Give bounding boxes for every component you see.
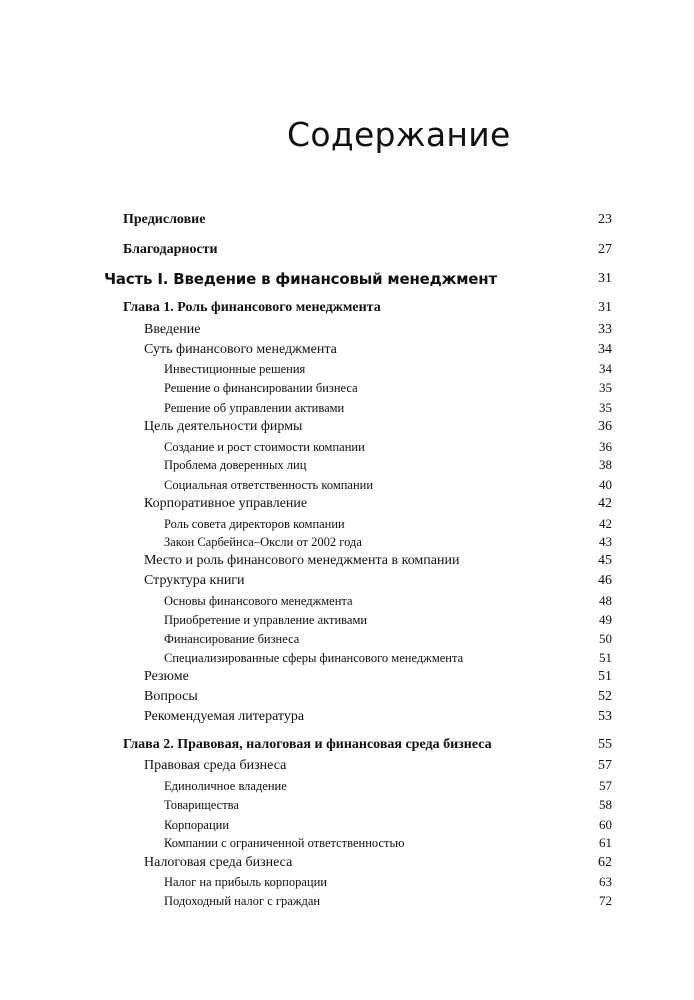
- toc-page-number: 45: [598, 553, 612, 568]
- toc-entry-sub: [164, 872, 612, 892]
- toc-page-number: 61: [599, 835, 612, 850]
- toc-entry-sub: [164, 455, 612, 475]
- toc-entry-sub: [164, 378, 612, 398]
- toc-entry-chapter: [123, 735, 612, 755]
- toc-entry-title: Рекомендуемая литература: [144, 709, 305, 724]
- toc-entry-title: Корпоративное управление: [144, 496, 308, 511]
- toc-entry-title: Финансирование бизнеса: [164, 632, 300, 646]
- toc-entry-part: [104, 269, 612, 289]
- toc-entry-sub: [164, 648, 612, 668]
- toc-entry-title: Налоговая среда бизнеса: [144, 855, 293, 870]
- toc-page-number: 49: [599, 612, 612, 627]
- toc-entry-title: Предисловие: [123, 212, 206, 227]
- toc-entry-sub: [164, 398, 612, 418]
- toc-entry-section: [144, 551, 612, 571]
- toc-entry-section: [144, 667, 612, 687]
- toc-page-number: 42: [599, 516, 612, 531]
- toc-entry-title: Специализированные сферы финансового менеджмента: [164, 651, 464, 665]
- toc-entry-sub: [164, 776, 612, 796]
- toc-entry-title: Корпорации: [164, 818, 230, 832]
- toc-entry-section: [144, 340, 612, 360]
- toc-page-number: 31: [598, 271, 612, 286]
- toc-page-number: 63: [599, 874, 612, 889]
- toc-page-number: 27: [598, 242, 612, 257]
- toc-entry-sub: [164, 815, 612, 835]
- toc-entry-title: Глава 2. Правовая, налоговая и финансовая среда бизнеса: [123, 737, 492, 752]
- toc-page-number: 35: [599, 380, 612, 395]
- toc-entry-front: [123, 240, 612, 260]
- toc-page-number: 57: [599, 778, 612, 793]
- toc-entry-sub: [164, 629, 612, 649]
- toc-entry-section: [144, 687, 612, 707]
- toc-entry-sub: [164, 514, 612, 534]
- toc-page-number: 38: [599, 457, 612, 472]
- toc-page-number: 55: [598, 737, 612, 752]
- toc-page-number: 72: [599, 893, 612, 908]
- toc-page-number: 58: [599, 797, 612, 812]
- toc-entry-front: [123, 210, 612, 230]
- toc-entry-title: Роль совета директоров компании: [164, 517, 345, 531]
- toc-entry-sub: [164, 591, 612, 611]
- toc-entry-title: Социальная ответственность компании: [164, 478, 374, 492]
- toc-page-number: 33: [598, 322, 612, 337]
- toc-page-number: 35: [599, 400, 612, 415]
- toc-entry-title: Введение: [144, 322, 201, 337]
- toc-entry-title: Подоходный налог с граждан: [164, 894, 321, 908]
- toc-entry-title: Создание и рост стоимости компании: [164, 440, 365, 454]
- toc-entry-title: Правовая среда бизнеса: [144, 758, 287, 773]
- toc-entry-chapter: [123, 298, 612, 318]
- toc-page-number: 52: [598, 689, 612, 704]
- toc-page-number: 36: [599, 439, 612, 454]
- toc-page-number: 51: [598, 669, 612, 684]
- toc-entry-sub: [164, 475, 612, 495]
- toc-entry-title: Структура книги: [144, 573, 245, 588]
- toc-entry-sub: [164, 795, 612, 815]
- toc-entry-title: Благодарности: [123, 242, 218, 257]
- toc-entry-section: [144, 417, 612, 437]
- toc-entry-title: Закон Сарбейнса–Оксли от 2002 года: [164, 535, 362, 549]
- toc-page-number: 57: [598, 758, 612, 773]
- toc-entry-title: Решение о финансировании бизнеса: [164, 381, 358, 395]
- toc-entry-section: [144, 320, 612, 340]
- toc-entry-title: Приобретение и управление активами: [164, 613, 368, 627]
- toc-entry-sub: [164, 359, 612, 379]
- toc-entry-section: [144, 707, 612, 727]
- toc-entry-title: Проблема доверенных лиц: [164, 458, 307, 472]
- toc-page-number: 46: [598, 573, 612, 588]
- toc-entry-section: [144, 494, 612, 514]
- toc-entry-title: Глава 1. Роль финансового менеджмента: [123, 300, 381, 315]
- toc-entry-title: Единоличное владение: [164, 779, 287, 793]
- toc-page-number: 34: [598, 342, 612, 357]
- toc-page-number: 53: [598, 709, 612, 724]
- toc-entry-title: Налог на прибыль корпорации: [164, 875, 327, 889]
- toc-page-number: 60: [599, 817, 612, 832]
- toc-page-number: 36: [598, 419, 612, 434]
- toc-entry-title: Резюме: [144, 669, 189, 684]
- toc-entry-title: Решение об управлении активами: [164, 401, 345, 415]
- toc-entry-title: Часть I. Введение в финансовый менеджмент: [104, 270, 497, 288]
- toc-entry-title: Цель деятельности фирмы: [144, 419, 303, 434]
- toc-entry-title: Компании с ограниченной ответственностью: [164, 836, 405, 850]
- toc-page-number: 42: [598, 496, 612, 511]
- toc-entry-title: Основы финансового менеджмента: [164, 594, 353, 608]
- toc-page-number: 34: [599, 361, 612, 376]
- toc-page-number: 40: [599, 477, 612, 492]
- toc-page-number: 31: [598, 300, 612, 315]
- toc-entry-title: Место и роль финансового менеджмента в компании: [144, 553, 460, 568]
- toc-page-number: 23: [598, 212, 612, 227]
- toc-page-number: 51: [599, 650, 612, 665]
- toc-entry-section: [144, 571, 612, 591]
- toc-page-number: 62: [598, 855, 612, 870]
- toc-page-number: 50: [599, 631, 612, 646]
- toc-entry-section: [144, 853, 612, 873]
- toc-entry-title: Вопросы: [144, 689, 198, 704]
- toc-entry-sub: [164, 437, 612, 457]
- toc-entry-title: Суть финансового менеджмента: [144, 342, 337, 357]
- toc-entry-sub: [164, 833, 612, 853]
- toc-entry-sub: [164, 891, 612, 911]
- page-title: Содержание: [287, 115, 511, 154]
- toc-entry-section: [144, 756, 612, 776]
- toc-entry-title: Инвестиционные решения: [164, 362, 306, 376]
- toc-entry-title: Товарищества: [164, 798, 239, 812]
- toc-page-number: 43: [599, 534, 612, 549]
- toc-page-number: 48: [599, 593, 612, 608]
- toc-entry-sub: [164, 610, 612, 630]
- toc-entry-sub: [164, 532, 612, 552]
